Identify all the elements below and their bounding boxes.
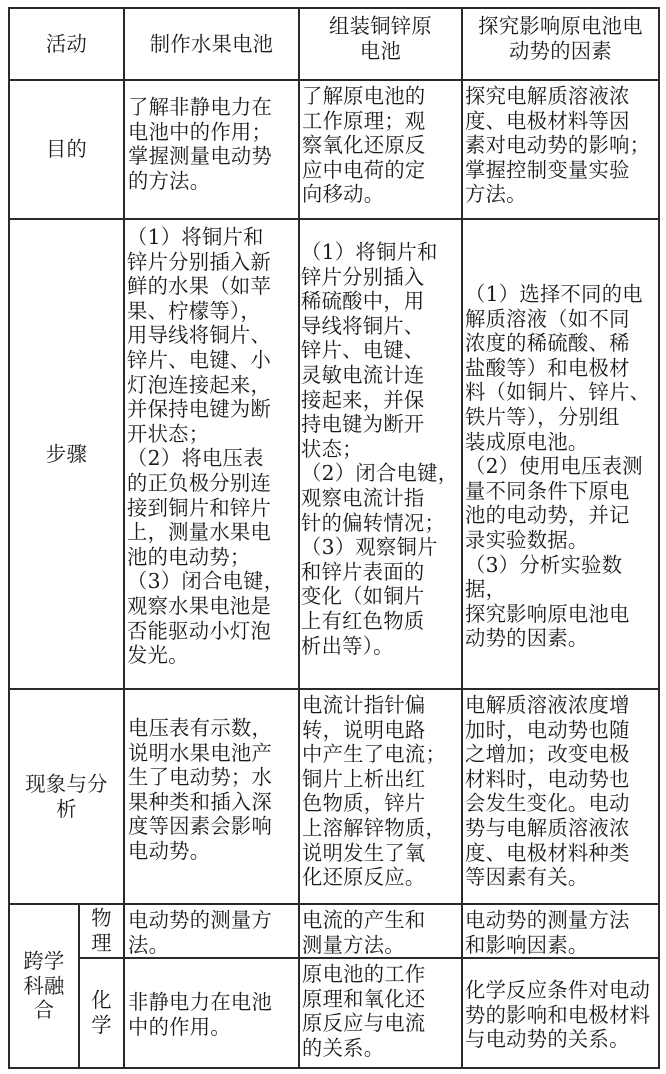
purpose-col1-text: 了解非静电力在 电池中的作用； 掌握测量电动势 的方法。 [128, 95, 273, 193]
purpose-col2-text: 了解原电池的 工作原理；观 察氧化还原反 应中电荷的定 向移动。 [302, 84, 426, 207]
purpose-col1 [128, 95, 298, 215]
phenomena-col1-text: 电压表有示数， 说明水果电池产 生了电动势；水 果种类和插入深 度等因素会影响 电动势。 [128, 716, 273, 863]
row-steps-label-text: 步骤 [45, 441, 88, 466]
phenomena-col1 [128, 716, 298, 901]
steps-col2-text: （1）将铜片和 锌片分别插入 稀硫酸中，用 导线将铜片、 锌片、电键、 灵敏电流计连 接起来，并保 持电键为断开 状态； （2）闭合电键， 观察电流计指 针的偏转情况； （3）观察铜片 和锌片表面的 变化（如铜片 上有红色物质 析出等）。 [301, 240, 459, 658]
header-activity-text: 活动 [45, 31, 88, 56]
purpose-col2 [302, 84, 461, 216]
physics-col2 [302, 908, 461, 956]
chemistry-col2-text: 原电池的工作 原理和氧化还 原反应与电流 的关系。 [302, 962, 426, 1060]
header-col3 [463, 14, 658, 79]
row-steps-label [10, 220, 123, 688]
purpose-col3 [465, 84, 658, 216]
header-col1 [125, 9, 298, 79]
purpose-col3-text: 探究电解质溶液浓 度、电极材料等因 素对电动势的影响； 掌握控制变量实验 方法。 [465, 84, 651, 207]
phenomena-col3 [465, 693, 658, 901]
col-divider-1 [123, 7, 125, 1069]
physics-label-text: 物 理 [91, 906, 112, 955]
row-purpose-label [10, 81, 123, 218]
chemistry-col2 [302, 962, 461, 1066]
physics-col3 [465, 908, 658, 956]
steps-col3 [465, 282, 658, 686]
header-activity [10, 9, 123, 79]
phenomena-col2-text: 电流计指针偏 转，说明电路 中产生了电流； 铜片上析出红 色物质，锌片 上溶解锌物质， 说明发生了氧 化还原反应。 [302, 693, 447, 890]
phenomena-col3-text: 电解质溶液浓度增 加时，电动势也随 之增加；改变电极 材料时，电动势也 会发生变化。电动 势与电解质溶液浓 度、电极材料种类 等因素有关。 [465, 693, 630, 890]
table-border-right [658, 7, 660, 1069]
physics-col3-text: 电动势的测量方法 和影响因素。 [465, 908, 630, 956]
header-col3-text: 探究影响原电池电 动势的因素 [478, 14, 643, 63]
header-col2 [300, 14, 461, 79]
physics-col2-text: 电流的产生和 测量方法。 [302, 908, 426, 956]
header-col1-text: 制作水果电池 [149, 31, 274, 56]
steps-col1 [127, 225, 298, 687]
steps-col1-text: （1）将铜片和 锌片分别插入新 鲜的水果（如苹 果、柠檬等）， 用导线将铜片、 锌片、电键、小 灯泡连接起来， 并保持电键为断 开状态； （2）将电压表 的正负极分别连 接到铜片和锌片 上，测量水果电 池的电动势； （3）闭合电键， 观察水果电池是 否能驱动小灯泡 发光。 [127, 225, 285, 668]
table-border-bottom [8, 1067, 659, 1069]
col-divider-2 [298, 7, 300, 1069]
chemistry-col1-text: 非静电力在电池 中的作用。 [128, 990, 273, 1039]
row-divider-5 [78, 957, 659, 959]
steps-col3-text: （1）选择不同的电 解质溶液（如不同 浓度的稀硫酸、稀 盐酸等）和电极材 料（如铜片、锌片、 铁片等），分别组 装成原电池。 （2）使用电压表测 量不同条件下原电 池的电动势，并记 录实验数据。 （3）分析实验数据， 探究影响原电池电 动势的因素。 [465, 282, 651, 651]
physics-label [80, 905, 123, 957]
chemistry-col3-text: 化学反应条件对电动 势的影响和电极材料 与电动势的关系。 [465, 978, 651, 1052]
row-cross-label-text: 跨学 科融 合 [23, 949, 65, 1023]
header-col2-text: 组装铜锌原 电池 [329, 14, 432, 63]
phenomena-col2 [302, 693, 461, 901]
row-phenomena-label [10, 690, 123, 903]
physics-col1 [128, 908, 298, 956]
col-divider-3 [461, 7, 463, 1069]
chemistry-col3 [465, 978, 658, 1066]
row-purpose-label-text: 目的 [45, 137, 88, 162]
steps-col2 [301, 240, 461, 686]
row-phenomena-label-text: 现象与分 析 [25, 771, 108, 821]
row-cross-label [10, 905, 78, 1067]
physics-col1-text: 电动势的测量方 法。 [128, 908, 273, 956]
chemistry-label [80, 959, 123, 1067]
chemistry-col1 [128, 990, 298, 1066]
chemistry-label-text: 化 学 [91, 988, 112, 1037]
